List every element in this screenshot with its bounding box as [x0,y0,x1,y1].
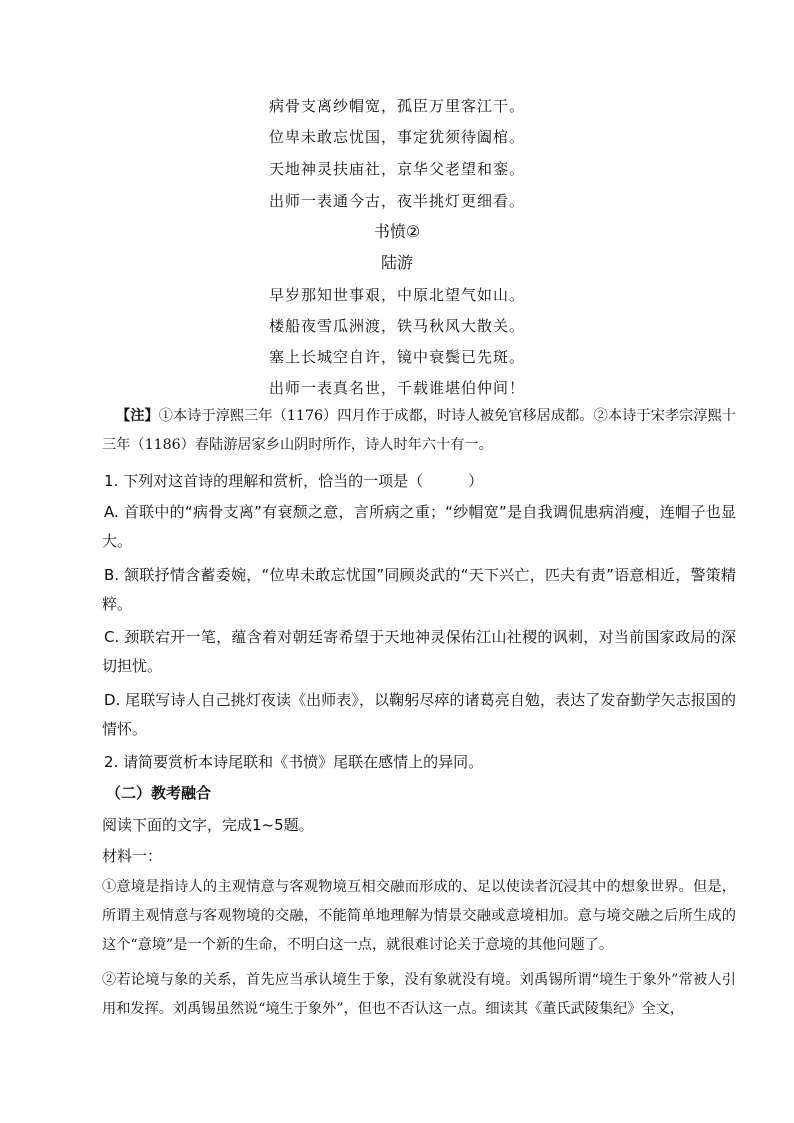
poem2-line-1: 早岁那知世事艰，中原北望气如山。 [268,286,525,304]
reading-instruction: 阅读下面的文字，完成1~5题。 [102,816,314,834]
question-1-option-d: D. 尾联写诗人自己挑灯夜读《出师表》，以鞠躬尽瘁的诸葛亮自勉，表达了发奋勤学矢志报国的情怀。 [102,691,736,738]
question-1-option-c: C. 颈联宕开一笔，蕴含着对朝廷寄希望于天地神灵保佑江山社稷的讽刺，对当前国家政局的深切担忧。 [102,628,736,675]
poem1-line-3: 天地神灵扶庙社，京华父老望和銮。 [268,160,525,178]
question-1-option-b: B. 颔联抒情含蓄委婉，“位卑未敢忘忧国”同顾炎武的“天下兴亡，匹夫有责”语意相近，警策精粹。 [102,566,736,613]
poem2-line-3: 塞上长城空自许，镜中衰鬓已先斑。 [268,348,525,366]
material-label: 材料一： [102,847,163,865]
poem1-line-1: 病骨支离纱帽宽，孤臣万里客江干。 [268,97,525,115]
question-2-stem: 2. 请简要赏析本诗尾联和《书愤》尾联在感情上的异同。 [104,753,484,771]
poem2-author: 陆游 [380,253,413,272]
poem2-title: 书愤② [373,222,421,241]
material-paragraph-1: ①意境是指诗人的主观情意与客观物境互相交融而形成的、足以使读者沉浸其中的想象世界。但是，所谓主观情意与客观物境的交融，不能简单地理解为情景交融或意境相加。意与境交融之后所生成的这个“意境”是一个新的生命，不明白这一点，就很难讨论关于意境的其他问题了。 [102,879,736,953]
section-heading: （二）教考融合 [106,784,212,802]
annotation-note [102,402,736,460]
poem1-line-4: 出师一表通今古，夜半挑灯更细看。 [268,192,525,210]
note-text: ①本诗于淳熙三年（1176）四月作于成都，时诗人被免官移居成都。②本诗于宋孝宗淳熙十三年（1186）春陆游居家乡山阴时所作，诗人时年六十有一。 [102,408,736,453]
question-1-stem: 1. 下列对这首诗的理解和赏析，恰当的一项是（ ） [104,472,484,490]
question-1-option-a: A. 首联中的“病骨支离”有衰颓之意，言所病之重；“纱帽宽”是自我调侃患病消瘦，连帽子也显大。 [102,503,736,550]
material-paragraph-2: ②若论境与象的关系，首先应当承认境生于象，没有象就没有境。刘禹锡所谓“境生于象外”常被人引用和发挥。刘禹锡虽然说“境生于象外”，但也不否认这一点。细读其《董氏武陵集纪》全文， [102,972,736,1017]
poem1-line-2: 位卑未敢忘忧国，事定犹须待阖棺。 [268,128,525,146]
poem2-line-4: 出师一表真名世，千载谁堪伯仲间！ [268,379,525,397]
note-tag: 【注】 [116,408,159,424]
poem2-line-2: 楼船夜雪瓜洲渡，铁马秋风大散关。 [268,317,525,335]
